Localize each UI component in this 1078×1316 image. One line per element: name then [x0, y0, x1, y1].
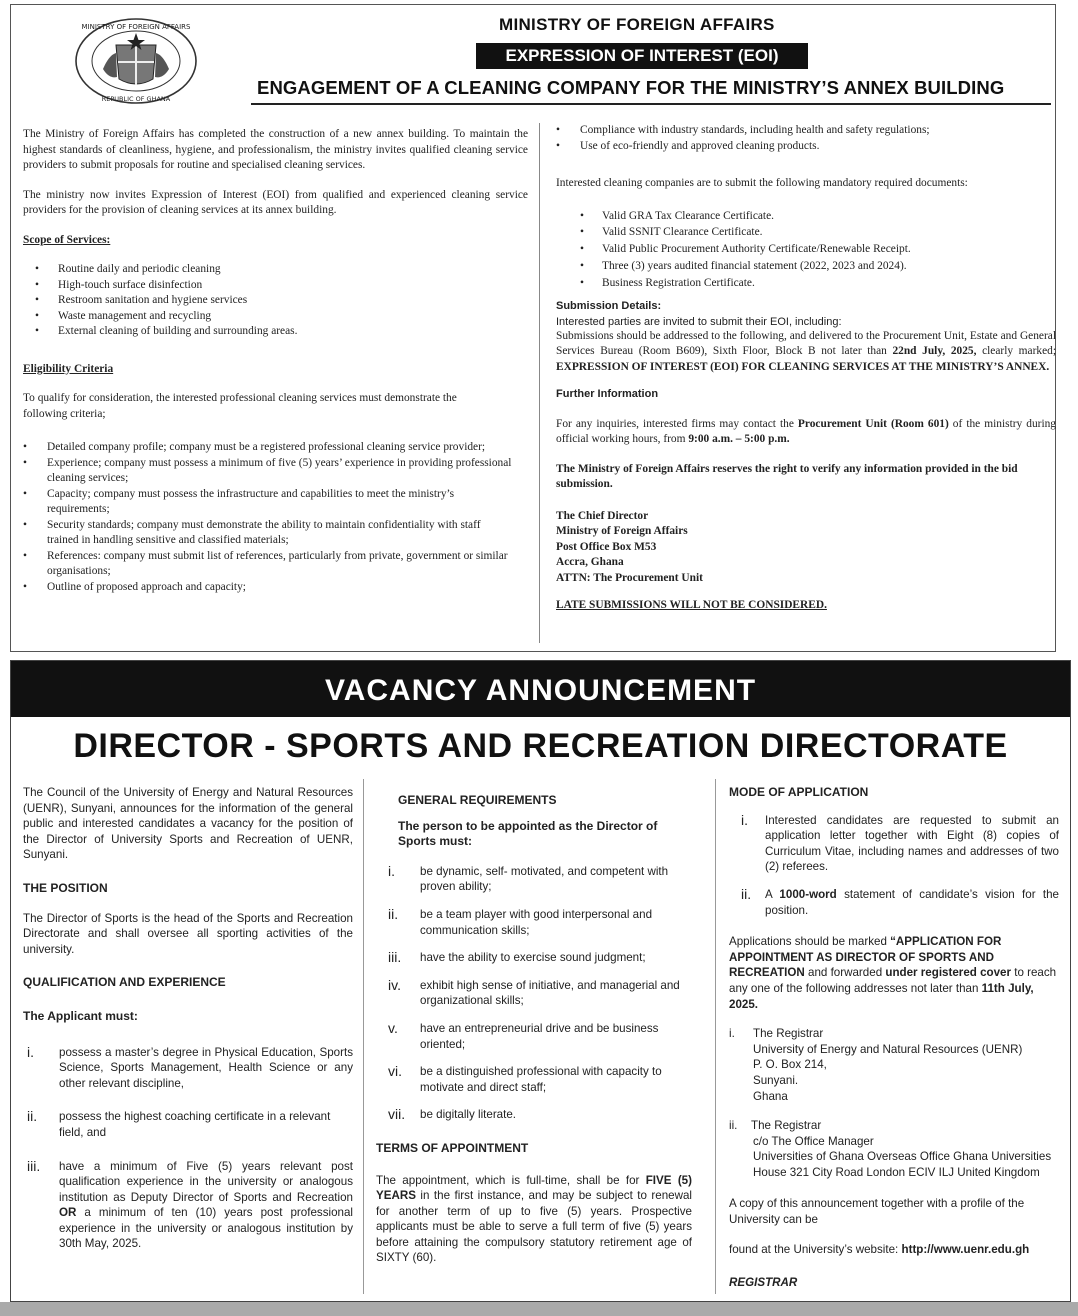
qualification-item	[23, 1159, 353, 1253]
list-item: • Valid SSNIT Clearance Certificate.	[556, 224, 1061, 241]
address-line: University of Energy and Natural Resources (UENR)	[753, 1042, 1023, 1056]
item-number: ii.	[388, 905, 399, 922]
eoi-advert	[10, 4, 1056, 652]
applicant-heading: The Applicant must:	[23, 1008, 138, 1023]
list-item: • Compliance with industry standards, including health and safety regulations;	[556, 123, 1061, 139]
item-text: be dynamic, self- motivated, and competent with proven ability;	[420, 864, 669, 894]
marking-paragraph	[729, 934, 1059, 1012]
application-deadline: 11th July, 2025.	[729, 981, 1034, 1011]
general-subheading: The person to be appointed as the Director of Sports must:	[398, 818, 658, 849]
mode-item	[729, 813, 1059, 875]
seal-text-bottom: REPUBLIC OF GHANA	[101, 95, 171, 103]
submission-marked: clearly marked;	[976, 345, 1056, 358]
address-line: Sunyani.	[753, 1073, 799, 1087]
address-line: Universities of Ghana Overseas Office Ghana Universities House 321 City Road London ECIV ILJ United Kingdom	[753, 1150, 1052, 1179]
mode-item	[729, 887, 1059, 918]
working-hours: 9:00 a.m. – 5:00 p.m.	[688, 433, 790, 446]
position-text: The Director of Sports is the head of the Sports and Recreation Directorate and shall oversee all sporting activities of the university.	[23, 911, 353, 956]
column-divider	[539, 123, 540, 643]
address-line: Ministry of Foreign Affairs	[556, 525, 688, 538]
item-text: Interested candidates are requested to submit an application letter together with Eight (8) copies of Curriculum Vitae, including names and addresses of two (2) referees.	[765, 813, 1059, 874]
qualification-item	[23, 1109, 353, 1140]
address-line: Accra, Ghana	[556, 556, 624, 569]
list-item: • Security standards; company must demonstrate the ability to maintain confidentiality with staff trained in handling sensitive and classified materials;	[23, 518, 513, 549]
item-text: possess the highest coaching certificate in a relevant field, and	[59, 1110, 331, 1139]
or-label: OR	[59, 1206, 77, 1220]
vacancy-column-3	[729, 785, 1059, 1291]
address-line: The Registrar	[751, 1119, 822, 1133]
registrar-signature: REGISTRAR	[729, 1276, 798, 1290]
general-heading: GENERAL REQUIREMENTS	[398, 793, 557, 807]
list-item: • External cleaning of building and surrounding areas.	[23, 324, 528, 340]
item-number: iii.	[27, 1157, 41, 1174]
list-item: • Valid GRA Tax Clearance Certificate.	[556, 208, 1061, 225]
further-text: For any inquiries, interested firms may contact the	[556, 417, 798, 430]
documents-list	[556, 208, 1061, 292]
vacancy-advert	[10, 660, 1071, 1302]
item-number: i.	[729, 1027, 735, 1041]
eoi-headline: ENGAGEMENT OF A CLEANING COMPANY FOR THE MINISTRY’S ANNEX BUILDING	[257, 77, 1005, 98]
mode-heading: MODE OF APPLICATION	[729, 785, 869, 799]
terms-paragraph	[376, 1173, 692, 1267]
list-item: • Detailed company profile; company must be a registered professional cleaning service provider;	[23, 440, 513, 456]
item-number: iii.	[388, 949, 402, 966]
address-line: P. O. Box 214,	[753, 1058, 827, 1072]
item-text-part: have a minimum of Five (5) years relevant post qualification experience in the university or analogous institution as Deputy Director of Sports and Recreation	[59, 1159, 353, 1204]
procurement-unit-room: Procurement Unit (Room 601)	[797, 417, 949, 430]
further-paragraph	[556, 417, 1056, 448]
item-text	[59, 1159, 353, 1253]
position-heading: THE POSITION	[23, 880, 108, 895]
item-text: be a team player with good interpersonal and communication skills;	[420, 907, 653, 937]
eligibility-list	[23, 440, 513, 595]
list-item: • Waste management and recycling	[23, 309, 528, 325]
list-item: • Restroom sanitation and hygiene services	[23, 293, 528, 309]
item-text-part: A	[765, 887, 780, 901]
vacancy-banner: VACANCY ANNOUNCEMENT	[11, 661, 1070, 717]
item-text: exhibit high sense of initiative, and managerial and organizational skills;	[420, 978, 680, 1008]
list-item: • References: company must submit list of references, particularly from private, government or similar organisations;	[23, 549, 513, 580]
list-item: • Capacity; company must possess the infrastructure and capabilities to meet the ministry’s requirements;	[23, 487, 513, 518]
scope-heading: Scope of Services:	[23, 233, 111, 246]
marking-text: to reach any one of the following addresses not later than	[729, 966, 1057, 995]
website-line	[729, 1242, 1059, 1258]
requirement-item	[376, 864, 692, 895]
list-item: • Three (3) years audited financial statement (2022, 2023 and 2024).	[556, 258, 1061, 275]
marking-text: and forwarded	[804, 966, 886, 980]
copy-text: A copy of this announcement together with a profile of the University can be	[729, 1197, 1025, 1227]
submission-heading: Submission Details:	[556, 300, 662, 313]
submission-text: Submissions should be addressed to the following, and delivered to the Procurement Unit, Estate and General Services Bureau (Room B609), Sixth Floor, Block B not later than	[556, 329, 1056, 358]
vacancy-column-2	[376, 793, 692, 1266]
further-heading: Further Information	[556, 388, 659, 401]
address-line: ATTN: The Procurement Unit	[556, 571, 703, 584]
requirement-item	[376, 907, 692, 938]
address-block	[729, 1118, 1059, 1180]
postal-address	[556, 509, 1061, 587]
marking-text: Applications should be marked	[729, 935, 891, 949]
registered-cover: under registered cover	[885, 966, 1012, 980]
submission-line-1: Interested parties are invited to submit their EOI, including:	[556, 315, 842, 328]
requirement-item	[376, 950, 692, 966]
footer-strip	[0, 1302, 1078, 1316]
list-item: • Valid Public Procurement Authority Certificate/Renewable Receipt.	[556, 241, 1061, 258]
item-text	[765, 887, 1059, 918]
eoi-subtitle-banner: EXPRESSION OF INTEREST (EOI)	[476, 43, 808, 69]
reserve-statement: The Ministry of Foreign Affairs reserves the right to verify any information provided in the bid submission.	[556, 462, 1018, 491]
requirement-item	[376, 1021, 692, 1052]
eoi-invite-paragraph: The ministry now invites Expression of Interest (EOI) from qualified and experienced cleaning service providers for the provision of cleaning services at its annex building.	[23, 188, 528, 216]
eoi-right-column	[556, 123, 1061, 614]
website-link[interactable]: http://www.uenr.edu.gh	[901, 1242, 1030, 1256]
item-number: ii.	[27, 1108, 38, 1125]
headline-rule	[251, 103, 1051, 105]
item-text: have the ability to exercise sound judgment;	[420, 951, 646, 965]
item-text-part: a minimum of ten (10) years post professional experience in the university or analogous institution by 30th May, 2025.	[59, 1206, 353, 1251]
terms-text: The appointment, which is full-time, shall be for	[376, 1173, 646, 1187]
term-length: FIVE (5) YEARS	[376, 1173, 692, 1203]
item-number: vii.	[388, 1106, 406, 1123]
vacancy-title: DIRECTOR - SPORTS AND RECREATION DIRECTORATE	[73, 727, 1008, 765]
list-item: • Business Registration Certificate.	[556, 275, 1061, 292]
item-number: vi.	[388, 1063, 402, 1080]
vacancy-intro: The Council of the University of Energy and Natural Resources (UENR), Sunyani, announces for the information of the general public and interested candidates a vacancy for the position of the Director of University Sports and Recreation of UENR, Sunyani.	[23, 786, 353, 862]
website-text: found at the University’s website:	[729, 1242, 902, 1256]
item-text-part: statement of candidate’s vision for the position.	[765, 887, 1059, 917]
requirement-item	[376, 1107, 692, 1123]
terms-heading: TERMS OF APPOINTMENT	[376, 1140, 529, 1155]
eligibility-heading: Eligibility Criteria	[23, 362, 114, 375]
submission-paragraph	[556, 329, 1056, 376]
item-text: be a distinguished professional with capacity to motivate and direct staff;	[420, 1065, 662, 1094]
vacancy-column-1	[23, 785, 353, 1264]
word-count: 1000-word	[779, 887, 837, 901]
compliance-list	[556, 123, 1061, 154]
address-line: c/o The Office Manager	[753, 1134, 874, 1148]
item-number: v.	[388, 1019, 398, 1036]
item-text: have an entrepreneurial drive and be business oriented;	[420, 1021, 659, 1051]
item-number: ii.	[729, 1119, 738, 1133]
eoi-intro-paragraph: The Ministry of Foreign Affairs has completed the construction of a new annex building. To maintain the highest standards of cleanliness, hygiene, and professionalism, the ministry invites qualified cleaning service providers to submit proposals for routine and specialised cleaning services.	[23, 128, 528, 171]
eoi-ministry-title: MINISTRY OF FOREIGN AFFAIRS	[499, 15, 775, 34]
address-line: The Chief Director	[556, 509, 649, 522]
column-divider	[715, 779, 716, 1294]
address-line: Ghana	[753, 1089, 788, 1103]
late-submission-notice: LATE SUBMISSIONS WILL NOT BE CONSIDERED.	[556, 599, 827, 612]
list-item: • High-touch surface disinfection	[23, 278, 528, 294]
further-text: of the ministry during official working hours, from	[556, 417, 1056, 446]
qualification-heading: QUALIFICATION AND EXPERIENCE	[23, 975, 226, 990]
submission-deadline: 22nd July, 2025,	[892, 345, 977, 358]
list-item: • Outline of proposed approach and capacity;	[23, 580, 513, 596]
scope-list	[23, 262, 528, 340]
list-item: • Experience; company must possess a minimum of five (5) years’ experience in providing professional cleaning services;	[23, 456, 513, 487]
terms-text: in the first instance, and may be subject to renewal for another term of up to five (5) years. Prospective applicants must be able to serve a full term of five (5) years before attaining the compulsory statutory retirement age of SIXTY (60).	[376, 1189, 692, 1265]
eligibility-intro: To qualify for consideration, the interested professional cleaning services must demonstrate the following criteria;	[23, 392, 457, 420]
item-text: be digitally literate.	[420, 1108, 517, 1122]
address-lines	[753, 1026, 1059, 1104]
address-line: The Registrar	[753, 1027, 824, 1041]
submission-marked-label: EXPRESSION OF INTEREST (EOI) FOR CLEANING SERVICES AT THE MINISTRY’S ANNEX.	[556, 360, 1050, 373]
list-item: • Use of eco-friendly and approved cleaning products.	[556, 139, 1061, 155]
marking-label: “APPLICATION FOR APPOINTMENT AS DIRECTOR OF SPORTS AND RECREATION	[729, 935, 1002, 980]
item-number: iv.	[388, 976, 401, 993]
address-line: Post Office Box M53	[556, 540, 657, 553]
item-text: possess a master’s degree in Physical Education, Sports Science, Sports Management, Health Science or any other relevant discipline,	[59, 1045, 353, 1090]
item-number: i.	[388, 862, 395, 879]
item-number: i.	[741, 811, 748, 828]
list-item: • Routine daily and periodic cleaning	[23, 262, 528, 278]
seal-text-top: MINISTRY OF FOREIGN AFFAIRS	[81, 23, 191, 31]
item-number: i.	[27, 1043, 34, 1060]
item-number: ii.	[741, 885, 752, 902]
eoi-left-column	[23, 127, 528, 595]
requirement-item	[376, 978, 692, 1009]
address-lines	[751, 1118, 1059, 1180]
requirement-item	[376, 1064, 692, 1095]
ministry-seal-icon	[73, 17, 199, 105]
column-divider	[363, 779, 364, 1294]
qualification-item	[23, 1045, 353, 1092]
address-block	[729, 1026, 1059, 1104]
documents-intro: Interested cleaning companies are to submit the following mandatory required documents:	[556, 177, 968, 189]
